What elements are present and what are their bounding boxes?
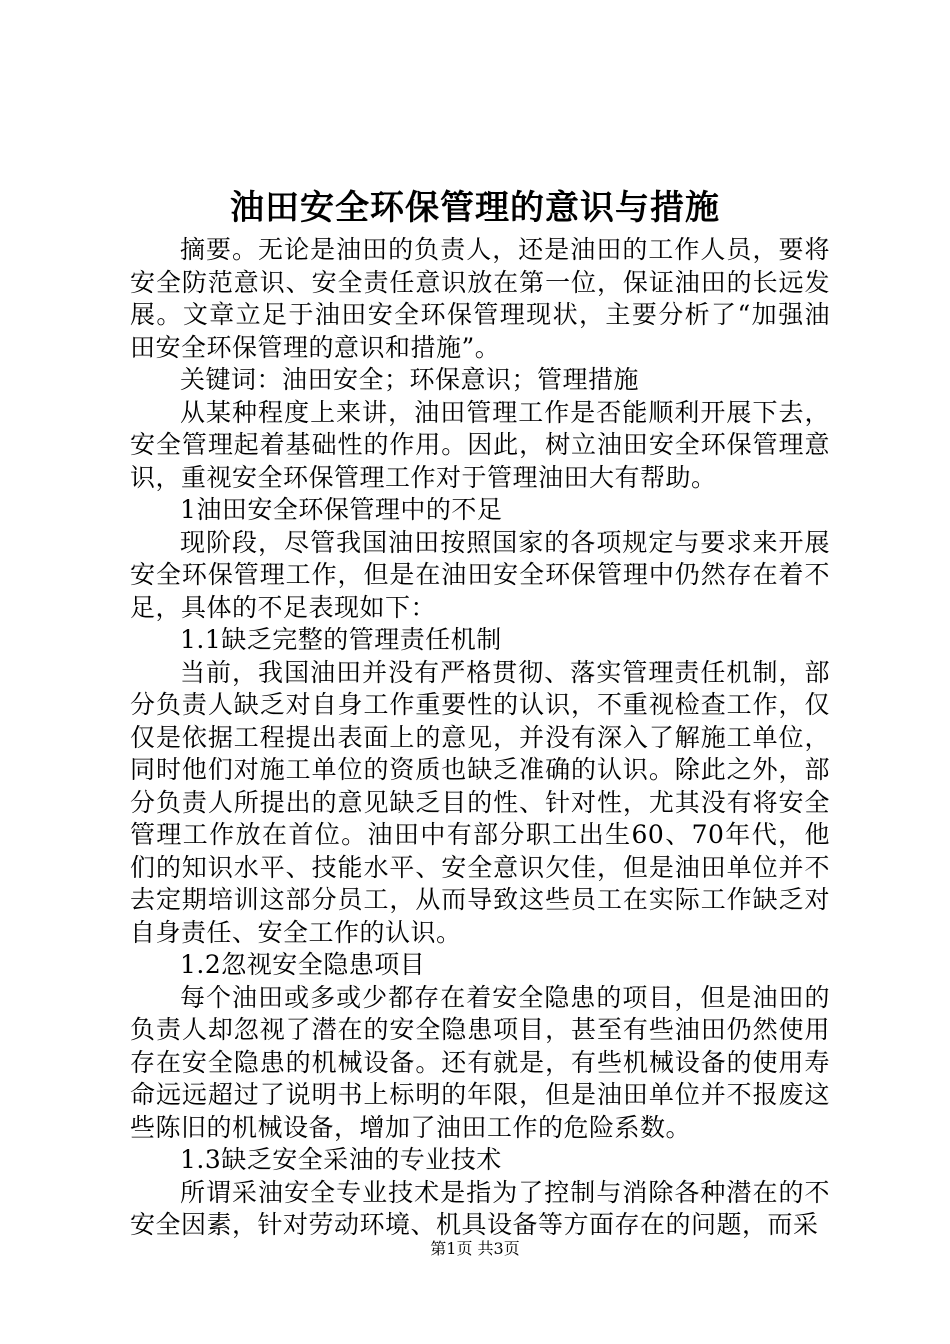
keywords-paragraph: 关键词：油田安全；环保意识；管理措施 [180, 365, 640, 394]
subsection-heading-1-1: 1.1缺乏完整的管理责任机制 [180, 625, 502, 654]
subsection-1-1-paragraph: 当前，我国油田并没有严格贯彻、落实管理责任机制，部分负责人缺乏对自身工作重要性的认识，不重视检查工作，仅仅是依据工程提出表面上的意见，并没有深入了解施工单位，同时他们对施工单位的资质也缺乏准确的认识。除此之外，部分负责人所提出的意见缺乏目的性、针对性，尤其没有将安全管理工作放在首位。油田中有部分职工出生60、70年代，他们的知识水平、技能水平、安全意识欠佳，但是油田单位并不去定期培训这部分员工，从而导致这些员工在实际工作缺乏对自身责任、安全工作的认识。 [130, 657, 830, 947]
document-body [130, 234, 830, 1242]
section-heading-1: 1油田安全环保管理中的不足 [180, 495, 503, 524]
abstract-paragraph: 摘要。无论是油田的负责人，还是油田的工作人员，要将安全防范意识、安全责任意识放在第一位，保证油田的长远发展。文章立足于油田安全环保管理现状，主要分析了“加强油田安全环保管理的意识和措施”。 [130, 235, 830, 362]
subsection-1-3-paragraph: 所谓采油安全专业技术是指为了控制与消除各种潜在的不安全因素，针对劳动环境、机具设备等方面存在的问题，而采 [130, 1177, 830, 1239]
subsection-1-2-paragraph: 每个油田或多或少都存在着安全隐患的项目，但是油田的负责人却忽视了潜在的安全隐患项目，甚至有些油田仍然使用存在安全隐患的机械设备。还有就是，有些机械设备的使用寿命远远超过了说明书上标明的年限，但是油田单位并不报废这些陈旧的机械设备，增加了油田工作的危险系数。 [130, 982, 830, 1142]
subsection-heading-1-3: 1.3缺乏安全采油的专业技术 [180, 1145, 502, 1174]
section-1-paragraph: 现阶段，尽管我国油田按照国家的各项规定与要求来开展安全环保管理工作，但是在油田安全环保管理中仍然存在着不足，具体的不足表现如下： [130, 527, 830, 622]
document-title: 油田安全环保管理的意识与措施 [230, 188, 720, 228]
page-footer: 第1页 共3页 [430, 1239, 520, 1258]
intro-paragraph: 从某种程度上来讲，油田管理工作是否能顺利开展下去，安全管理起着基础性的作用。因此，树立油田安全环保管理意识，重视安全环保管理工作对于管理油田大有帮助。 [130, 397, 830, 492]
subsection-heading-1-2: 1.2忽视安全隐患项目 [180, 950, 426, 979]
